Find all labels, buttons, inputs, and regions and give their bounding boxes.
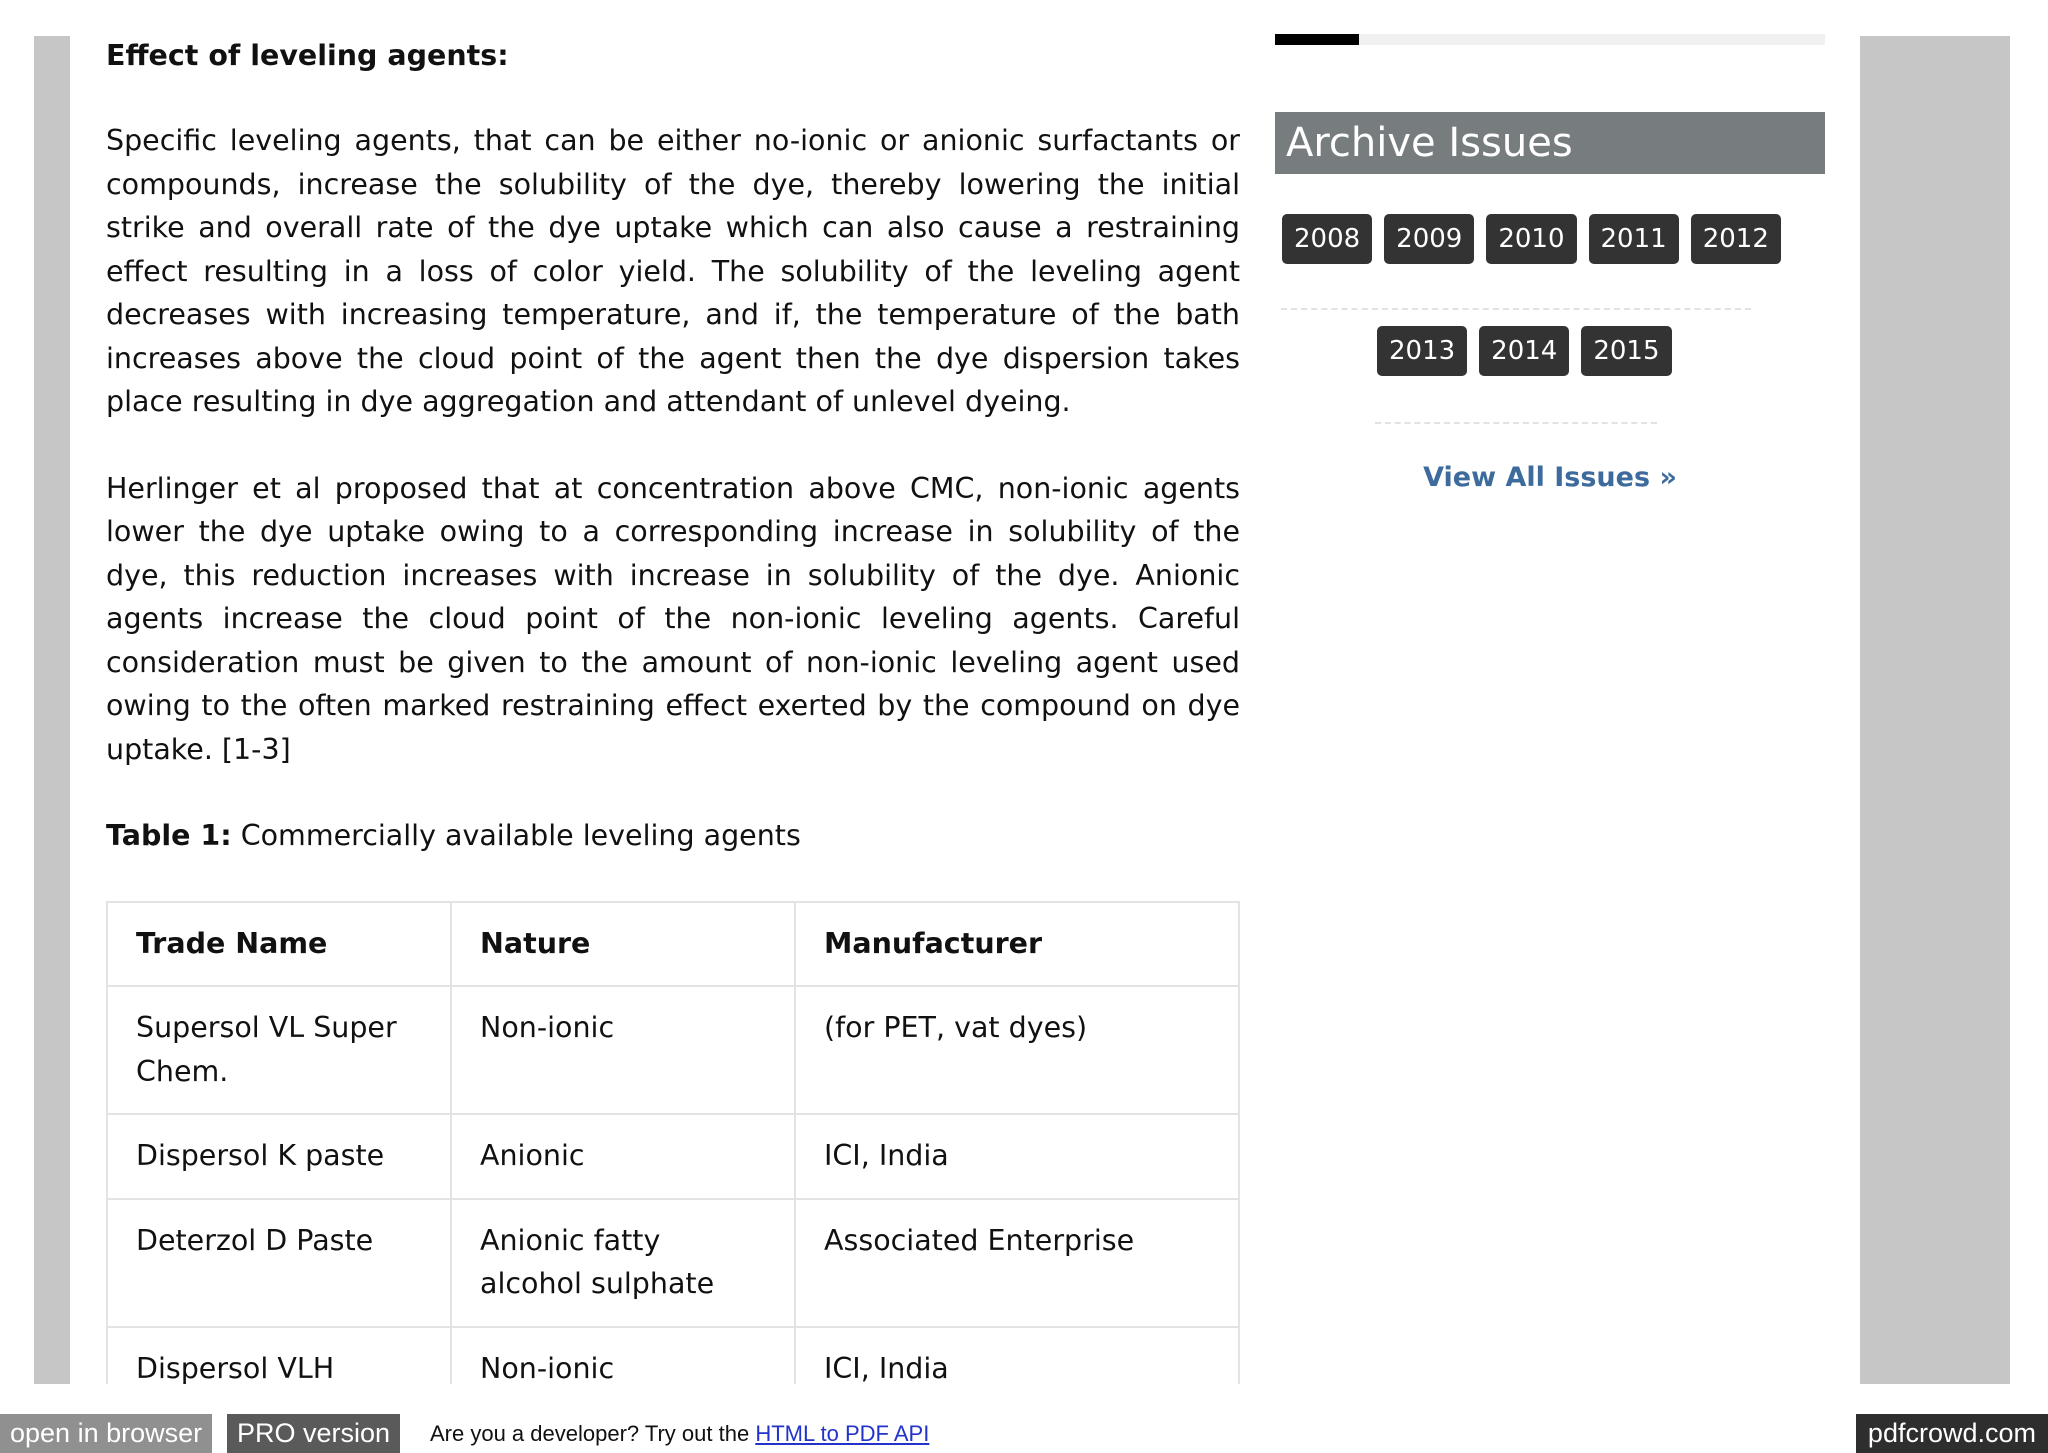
divider <box>1281 308 1751 310</box>
year-button-2012[interactable]: 2012 <box>1691 214 1781 264</box>
cell-manufacturer: ICI, India <box>795 1327 1239 1385</box>
developer-text: Are you a developer? Try out the <box>430 1421 756 1446</box>
cell-manufacturer: (for PET, vat dyes) <box>795 986 1239 1114</box>
year-button-2009[interactable]: 2009 <box>1384 214 1474 264</box>
html-to-pdf-api-link[interactable]: HTML to PDF API <box>755 1421 930 1446</box>
left-gutter <box>34 36 70 1384</box>
archive-sidebar <box>1275 34 1825 376</box>
cell-trade-name: Dispersol VLH <box>107 1327 451 1385</box>
cell-nature: Non-ionic <box>451 1327 795 1385</box>
paragraph-2: Herlinger et al proposed that at concentration above CMC, non-ionic agents lower the dye uptake owing to a corresponding increase in solubility of the dye, this reduction increases with increase in solubility of the dye. Anionic agents increase the cloud point of the non-ionic leveling agents. Careful consideration must be given to the amount of non-ionic leveling agent used owing to the often marked restraining effect exerted by the compound on dye uptake. [1-3] <box>106 471 1240 766</box>
divider <box>1375 422 1657 424</box>
cell-nature: Anionic <box>451 1114 795 1199</box>
pdfcrowd-brand-link[interactable]: pdfcrowd.com <box>1856 1414 2048 1453</box>
cell-trade-name: Supersol VL Super Chem. <box>107 986 451 1114</box>
table-caption-label: Table 1: <box>106 819 232 852</box>
leveling-agents-table <box>106 901 1240 1385</box>
header-nature: Nature <box>451 902 795 987</box>
article-content <box>106 36 1240 1384</box>
cell-trade-name: Dispersol K paste <box>107 1114 451 1199</box>
table-row <box>107 1114 1239 1199</box>
year-button-2008[interactable]: 2008 <box>1282 214 1372 264</box>
table-header-row <box>107 902 1239 987</box>
pdfcrowd-footer <box>0 1414 2048 1453</box>
paragraph-1: Specific leveling agents, that can be either no-ionic or anionic surfactants or compounds, increase the solubility of the dye, thereby lowering the initial strike and overall rate of the dye uptake which can also cause a restraining effect resulting in a loss of color yield. The solubility of the leveling agent decreases with increasing temperature, and if, the temperature of the bath increases above the cloud point of the agent then the dye dispersion takes place resulting in dye aggregation and attendant of unlevel dyeing. <box>106 124 1240 418</box>
header-trade-name: Trade Name <box>107 902 451 987</box>
cell-trade-name: Deterzol D Paste <box>107 1199 451 1327</box>
year-button-2010[interactable]: 2010 <box>1486 214 1576 264</box>
table-row <box>107 1327 1239 1385</box>
year-button-2011[interactable]: 2011 <box>1589 214 1679 264</box>
cell-nature: Non-ionic <box>451 986 795 1114</box>
year-button-2013[interactable]: 2013 <box>1377 326 1467 376</box>
open-in-browser-button[interactable]: open in browser <box>0 1414 212 1453</box>
cell-nature: Anionic fatty alcohol sulphate <box>451 1199 795 1327</box>
years-row-1 <box>1275 214 1825 264</box>
table-caption-text: Commercially available leveling agents <box>231 819 801 852</box>
view-all-issues-link[interactable]: View All Issues » <box>1423 462 1677 493</box>
header-manufacturer: Manufacturer <box>795 902 1239 987</box>
year-button-2015[interactable]: 2015 <box>1581 326 1671 376</box>
years-row-2 <box>1275 326 1825 376</box>
archive-issues-title: Archive Issues <box>1275 112 1825 174</box>
year-button-2014[interactable]: 2014 <box>1479 326 1569 376</box>
table-row <box>107 1199 1239 1327</box>
right-gutter <box>1860 36 2010 1384</box>
progress-bar <box>1275 34 1825 45</box>
table-caption <box>106 814 1240 858</box>
cell-manufacturer: ICI, India <box>795 1114 1239 1199</box>
section-heading: Effect of leveling agents: <box>106 39 509 72</box>
developer-promo <box>430 1414 929 1453</box>
pro-version-button[interactable]: PRO version <box>227 1414 400 1453</box>
cell-manufacturer: Associated Enterprise <box>795 1199 1239 1327</box>
table-row <box>107 986 1239 1114</box>
progress-bar-fill <box>1275 34 1359 45</box>
